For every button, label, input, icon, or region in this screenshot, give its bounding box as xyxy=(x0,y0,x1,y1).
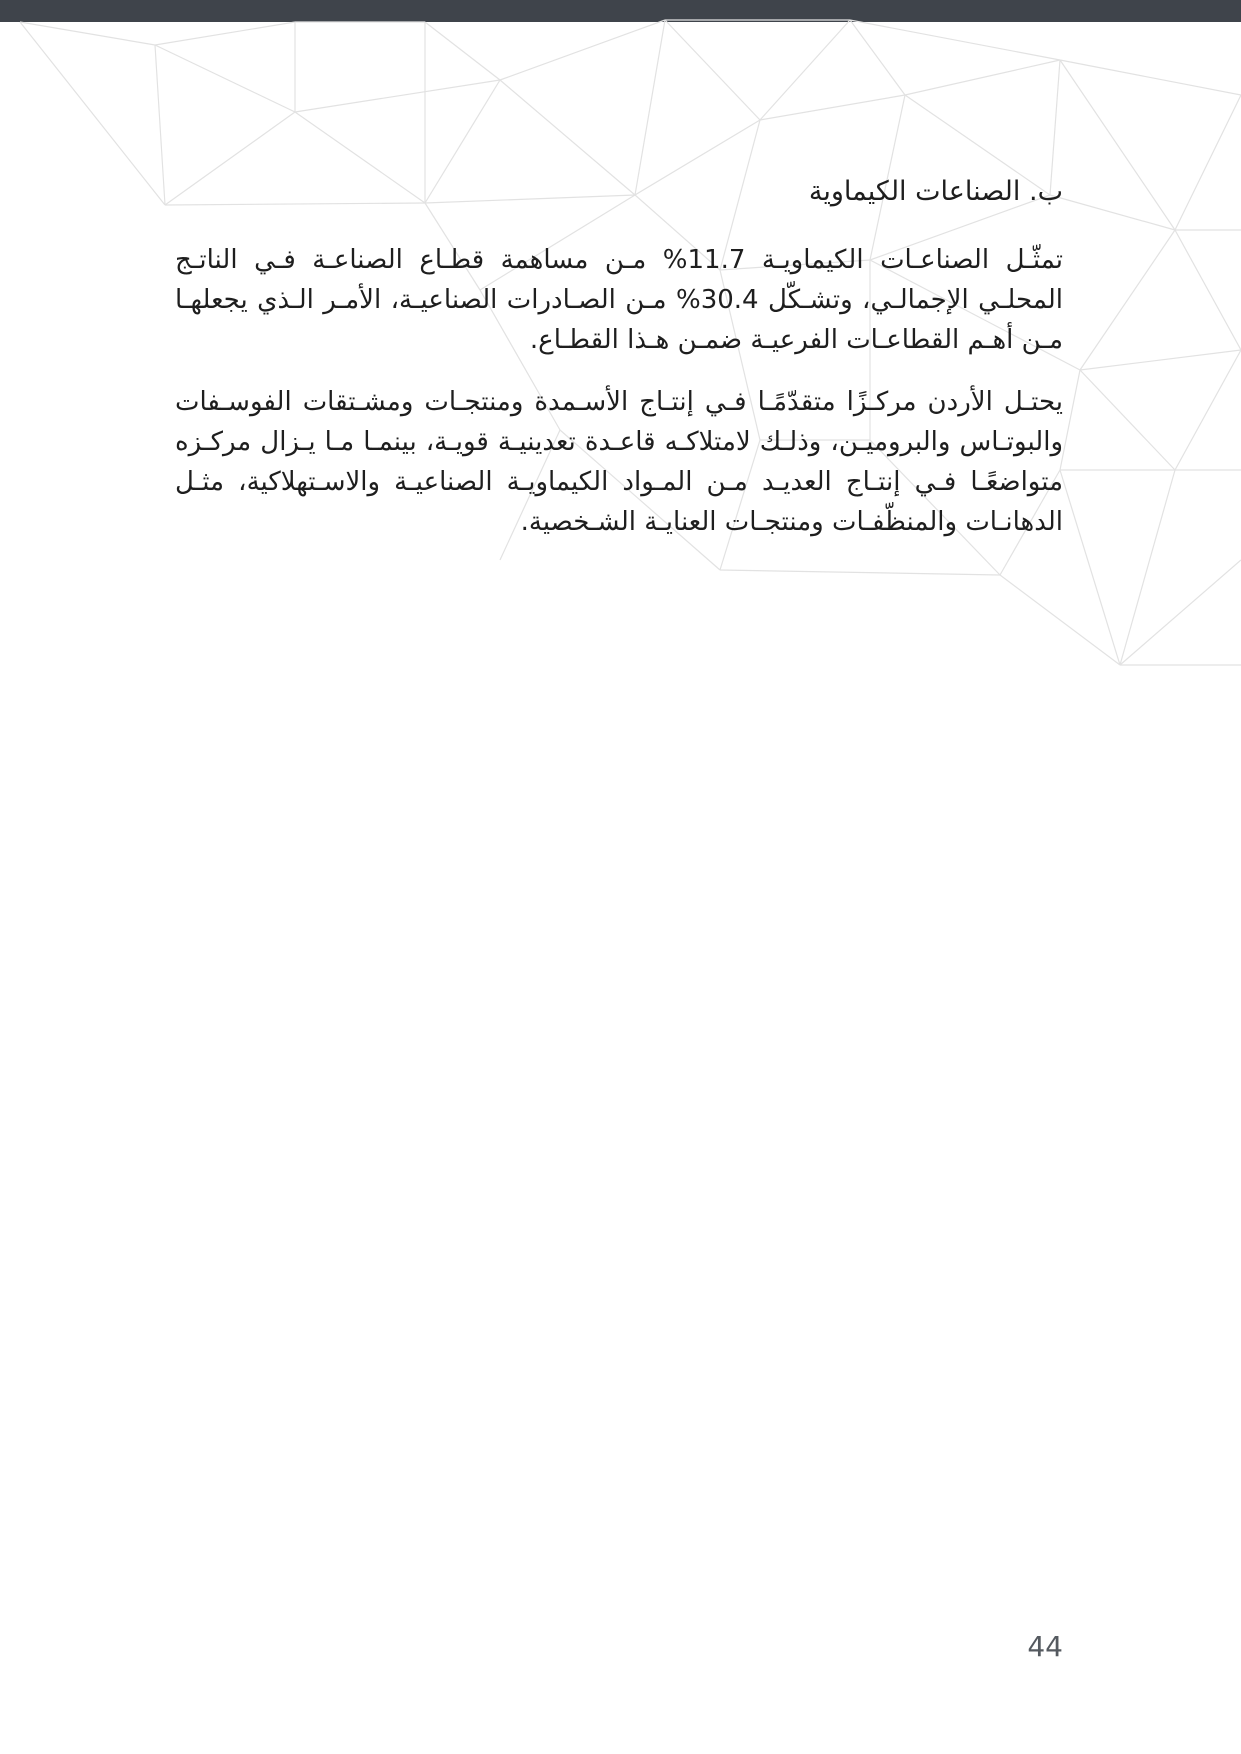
page-number: 44 xyxy=(1027,1630,1063,1663)
content-area xyxy=(175,170,1063,564)
paragraph-jordan-position: يحتـل الأردن مركـزًا متقدّمًـا فـي إنتـاج الأسـمدة ومنتجـات ومشـتقات الفوسـفات والبوتـاس والبروميـن، وذلـك لامتلاكـه قاعـدة تعدينيـة قويـة، بينمـا مـا يـزال مركـزه متواضعًـا فـي إنتـاج العديـد مـن المـواد الكيماويـة الصناعيـة والاسـتهلاكية، مثـل الدهانـات والمنظّفـات ومنتجـات العنايـة الشـخصية. xyxy=(175,387,1063,537)
paragraph-chemical-share: تمثّـل الصناعـات الكيماويـة 11.7% مـن مساهمة قطـاع الصناعـة فـي الناتـج المحلـي الإجمالـي، وتشـكّل 30.4% مـن الصـادرات الصناعيـة، الأمـر الـذي يجعلهـا مـن أهـم القطاعـات الفرعيـة ضمـن هـذا القطـاع. xyxy=(175,245,1063,355)
section-heading: ب. الصناعات الكيماوية xyxy=(808,176,1063,207)
